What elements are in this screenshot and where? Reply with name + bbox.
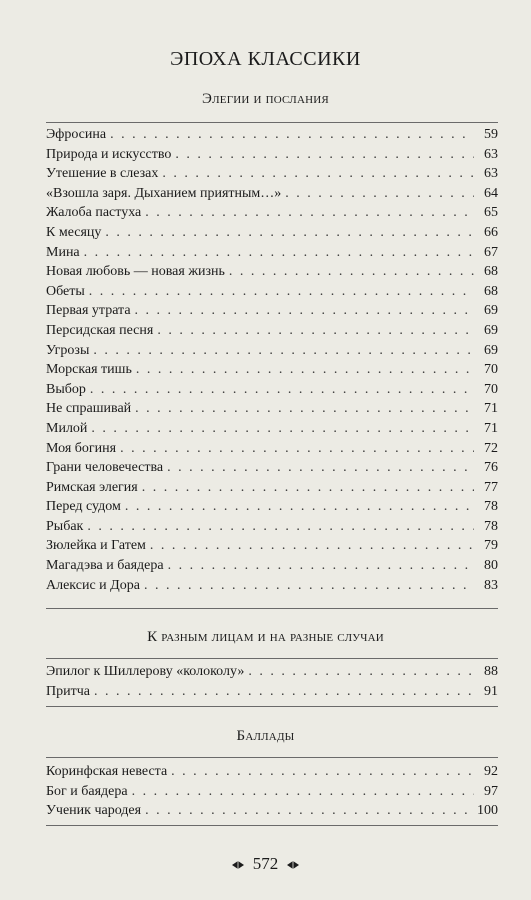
toc-entry-page: 71 [484,401,498,417]
toc-entry [46,321,498,341]
toc-entry-title: Перед судом [46,499,121,515]
toc-entry-page: 63 [484,166,498,182]
toc-entry [46,125,498,145]
toc-entry-page: 80 [484,558,498,574]
toc-entry-title: Притча [46,683,90,699]
toc-entry-title: Эпилог к Шиллерову «колоколу» [46,664,245,679]
toc-dot-leader [125,497,474,517]
toc-entry-page: 88 [484,664,498,679]
toc-entry-page: 76 [484,460,498,476]
toc-entry-title: Морская тишь [46,362,132,378]
toc-entry-title: Эфросина [46,127,107,142]
toc-dot-leader [132,782,474,802]
toc-entry [46,536,498,556]
toc-entry-page: 83 [484,577,498,593]
toc-entry [46,243,498,263]
toc-list-ballads [46,762,498,821]
toc-entry [46,399,498,419]
toc-entry-page: 77 [484,479,498,495]
section-rule-elegies-end [46,608,498,609]
diamond-leaf-ornament-icon [231,857,245,871]
toc-entry-title: Милой [46,420,88,436]
toc-entry-page: 67 [484,244,498,260]
toc-entry [46,145,498,165]
toc-entry-page: 65 [484,205,498,221]
toc-dot-leader [162,164,474,184]
toc-dot-leader [91,419,474,439]
toc-entry-page: 79 [484,538,498,554]
toc-entry-title: Мина [46,244,80,260]
toc-entry [46,184,498,204]
toc-dot-leader [175,145,474,165]
toc-entry-title: Моя богиня [46,440,117,456]
section-rule-elegies [46,122,498,123]
toc-dot-leader [145,801,473,821]
toc-entry [46,458,498,478]
section-rule-occasions-end [46,706,498,707]
toc-dot-leader [87,517,474,537]
toc-entry-title: Обеты [46,283,85,299]
toc-list-occasions [46,662,498,701]
toc-entry-title: Утешение в слезах [46,166,159,182]
toc-dot-leader [93,341,474,361]
toc-dot-leader [167,458,474,478]
toc-entry [46,282,498,302]
toc-entry [46,164,498,184]
toc-entry [46,517,498,537]
toc-dot-leader [89,282,474,302]
toc-dot-leader [150,536,474,556]
toc-entry-title: Выбор [46,381,86,397]
toc-dot-leader [285,184,474,204]
toc-entry-page: 72 [484,440,498,456]
section-rule-ballads [46,757,498,758]
toc-entry-page: 100 [477,803,498,819]
toc-entry-title: Ученик чародея [46,803,142,819]
toc-entry-title: Природа и искусство [46,146,172,162]
toc-entry-page: 68 [484,283,498,299]
page-number: 572 [252,854,279,873]
toc-entry-page: 64 [484,185,498,201]
toc-entry [46,762,498,782]
toc-entry [46,478,498,498]
toc-dot-leader [171,762,474,782]
toc-entry-title: «Взошла заря. Дыханием приятным…» [46,185,282,201]
toc-entry [46,380,498,400]
toc-entry [46,419,498,439]
diamond-leaf-ornament-icon [286,857,300,871]
toc-entry-title: Новая любовь — новая жизнь [46,264,225,280]
toc-dot-leader [135,399,474,419]
toc-entry-title: Алексис и Дора [46,577,140,593]
section-rule-ballads-end [46,825,498,826]
toc-entry-page: 91 [484,683,498,699]
toc-entry-page: 71 [484,420,498,436]
toc-entry-page: 92 [484,764,498,779]
section-rule-occasions [46,658,498,659]
toc-entry [46,203,498,223]
toc-entry [46,801,498,821]
toc-entry-page: 78 [484,499,498,515]
toc-dot-leader [94,682,474,702]
toc-entry-title: Коринфская невеста [46,764,168,779]
toc-entry [46,262,498,282]
toc-entry-page: 70 [484,381,498,397]
toc-entry [46,497,498,517]
toc-dot-leader [248,662,474,682]
toc-dot-leader [135,301,474,321]
toc-dot-leader [229,262,474,282]
toc-dot-leader [168,556,474,576]
page-folio [0,854,531,874]
toc-entry-title: Грани человечества [46,460,164,476]
toc-entry [46,556,498,576]
toc-dot-leader [145,203,474,223]
toc-dot-leader [144,576,474,596]
toc-entry-page: 69 [484,322,498,338]
toc-entry-page: 97 [484,783,498,799]
toc-entry [46,439,498,459]
toc-list-elegies [46,125,498,595]
toc-entry-title: Угрозы [46,342,90,358]
toc-entry-title: Бог и баядера [46,783,128,799]
toc-dot-leader [105,223,474,243]
toc-entry-title: Не спрашивай [46,401,132,417]
toc-entry-title: К месяцу [46,224,102,240]
toc-entry [46,682,498,702]
section-title-elegies: Элегии и послания [202,91,329,107]
toc-entry-page: 68 [484,264,498,280]
toc-entry-page: 59 [484,127,498,142]
toc-entry-title: Рыбак [46,518,84,534]
toc-entry-title: Первая утрата [46,303,131,319]
toc-dot-leader [90,380,474,400]
toc-entry-page: 63 [484,146,498,162]
toc-entry-title: Римская элегия [46,479,138,495]
part-title: ЭПОХА КЛАССИКИ [170,48,361,70]
toc-entry [46,360,498,380]
toc-entry-page: 69 [484,303,498,319]
toc-entry-title: Зюлейка и Гатем [46,538,146,554]
toc-entry-page: 66 [484,224,498,240]
toc-dot-leader [110,125,474,145]
toc-entry-title: Жалоба пастуха [46,205,142,221]
toc-dot-leader [120,439,474,459]
toc-entry [46,223,498,243]
toc-entry [46,782,498,802]
toc-entry-title: Магадэва и баядера [46,558,164,574]
toc-entry [46,341,498,361]
toc-entry [46,576,498,596]
toc-entry-page: 78 [484,518,498,534]
section-title-ballads: Баллады [236,728,295,744]
toc-dot-leader [142,478,474,498]
toc-dot-leader [136,360,474,380]
toc-dot-leader [84,243,474,263]
toc-entry [46,662,498,682]
toc-entry-page: 70 [484,362,498,378]
section-title-occasions: К разным лицам и на разные случаи [147,629,384,645]
toc-entry [46,301,498,321]
toc-dot-leader [157,321,474,341]
toc-entry-page: 69 [484,342,498,358]
toc-entry-title: Персидская песня [46,322,154,338]
